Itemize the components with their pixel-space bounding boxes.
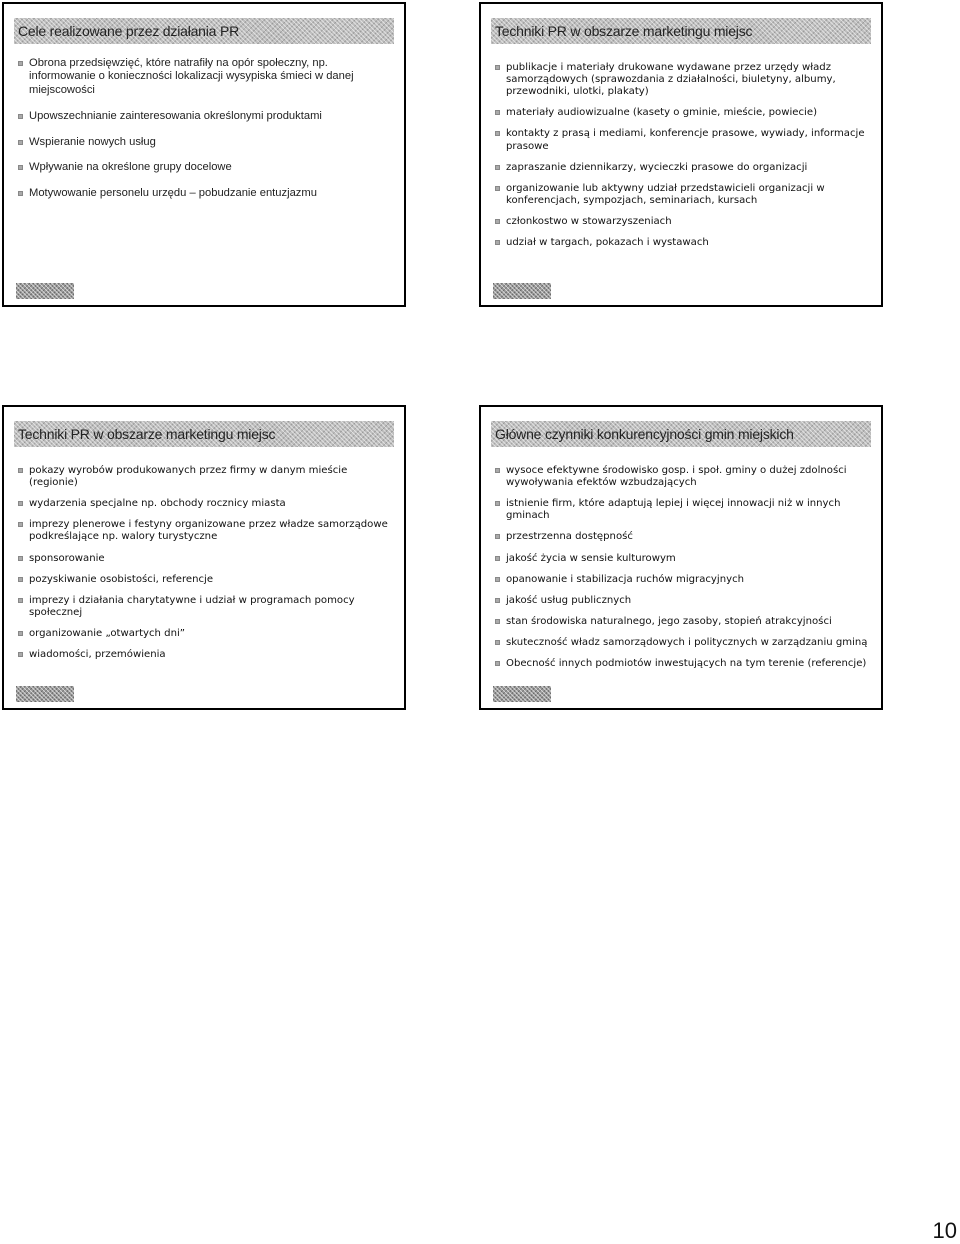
bullet-text: istnienie firm, które adaptują lepiej i więcej innowacji niż w innych gminach	[506, 498, 841, 522]
bullet-item	[495, 616, 871, 628]
bullet-square-icon	[18, 556, 23, 561]
bullet-square-icon	[18, 501, 23, 506]
slide-content	[18, 465, 394, 670]
slide-content	[18, 48, 394, 200]
bullet-item	[18, 187, 394, 200]
bullet-square-icon	[18, 598, 23, 603]
bullet-text: Wspieranie nowych usług	[29, 135, 156, 148]
bullet-text: wiadomości, przemówienia	[29, 649, 166, 661]
bullet-square-icon	[495, 556, 500, 561]
bullet-text: skuteczność władz samorządowych i politycznych w zarządzaniu gminą	[506, 636, 868, 648]
bullet-square-icon	[18, 140, 23, 145]
bullet-item	[495, 658, 871, 670]
bullet-item	[18, 136, 394, 149]
bullet-square-icon	[18, 468, 23, 473]
bullet-item	[495, 637, 871, 649]
bullet-item	[18, 649, 394, 661]
bullet-square-icon	[495, 501, 500, 506]
bullet-item	[495, 574, 871, 586]
slide-footer-logo	[493, 686, 551, 702]
bullet-text: publikacje i materiały drukowane wydawane przez urzędy władz samorządowych (sprawozdania z działalności, biuletyny, albumy, przewodniki, ulotki, plakaty)	[506, 62, 836, 98]
bullet-text: stan środowiska naturalnego, jego zasoby, stopień atrakcyjności	[506, 615, 832, 627]
bullet-square-icon	[495, 240, 500, 245]
bullet-item	[18, 498, 394, 510]
bullet-text: jakość życia w sensie kulturowym	[506, 552, 676, 564]
bullet-text: jakość usług publicznych	[506, 594, 632, 606]
bullet-item	[495, 595, 871, 607]
slide-footer-logo	[16, 283, 74, 299]
bullet-square-icon	[18, 577, 23, 582]
bullet-item	[495, 183, 871, 207]
bullet-square-icon	[495, 65, 500, 70]
bullet-square-icon	[18, 522, 23, 527]
slide-title: Techniki PR w obszarze marketingu miejsc	[495, 23, 753, 39]
bullet-item	[18, 519, 394, 543]
bullet-square-icon	[18, 652, 23, 657]
slide-title: Techniki PR w obszarze marketingu miejsc	[18, 426, 276, 442]
bullet-text: kontakty z prasą i mediami, konferencje prasowe, wywiady, informacje prasowe	[506, 128, 865, 152]
bullet-item	[495, 553, 871, 565]
bullet-text: zapraszanie dziennikarzy, wycieczki prasowe do organizacji	[506, 161, 808, 173]
bullet-square-icon	[495, 219, 500, 224]
bullet-item	[18, 161, 394, 174]
bullet-square-icon	[495, 131, 500, 136]
bullet-square-icon	[18, 631, 23, 636]
bullet-item	[495, 128, 871, 152]
bullet-text: Upowszechnianie zainteresowania określonymi produktami	[29, 110, 322, 123]
bullet-square-icon	[18, 191, 23, 196]
slide-4	[479, 405, 883, 710]
bullet-text: pozyskiwanie osobistości, referencje	[29, 573, 214, 585]
bullet-square-icon	[18, 114, 23, 119]
bullet-text: imprezy plenerowe i festyny organizowane przez władze samorządowe podkreślające np. walory turystyczne	[29, 519, 388, 543]
slide-footer-logo	[493, 283, 551, 299]
slide-title: Cele realizowane przez działania PR	[18, 23, 240, 39]
bullet-square-icon	[495, 165, 500, 170]
bullet-text: Wpływanie na określone grupy docelowe	[29, 161, 232, 174]
bullet-square-icon	[495, 577, 500, 582]
bullet-item	[495, 465, 871, 489]
bullet-text: wysoce efektywne środowisko gosp. i społ. gminy o dużej zdolności wywoływania efektów wzbudzających	[506, 465, 847, 489]
bullet-item	[495, 498, 871, 522]
bullet-text: opanowanie i stabilizacja ruchów migracyjnych	[506, 573, 745, 585]
bullet-text: przestrzenna dostępność	[506, 531, 633, 543]
bullet-square-icon	[495, 640, 500, 645]
bullet-square-icon	[495, 186, 500, 191]
bullet-item	[18, 595, 394, 619]
slide-title-bar	[14, 421, 394, 447]
bullet-square-icon	[495, 619, 500, 624]
bullet-item	[495, 216, 871, 228]
bullet-text: organizowanie „otwartych dni”	[29, 627, 185, 639]
bullet-text: organizowanie lub aktywny udział przedstawicieli organizacji w konferencjach, sympozjach, seminariach, kursach	[506, 182, 825, 206]
bullet-text: wydarzenia specjalne np. obchody rocznicy miasta	[29, 498, 286, 510]
bullet-text: Motywowanie personelu urzędu – pobudzanie entuzjazmu	[29, 186, 317, 199]
slide-1	[2, 2, 406, 307]
bullet-item	[18, 465, 394, 489]
slide-title-bar	[491, 18, 871, 44]
slide-footer-logo	[16, 686, 74, 702]
bullet-text: udział w targach, pokazach i wystawach	[506, 237, 709, 249]
slide-title-bar	[491, 421, 871, 447]
bullet-square-icon	[495, 661, 500, 666]
bullet-square-icon	[495, 110, 500, 115]
bullet-item	[18, 110, 394, 123]
bullet-item	[495, 162, 871, 174]
bullet-square-icon	[495, 468, 500, 473]
bullet-item	[495, 107, 871, 119]
slide-2	[479, 2, 883, 307]
slide-content	[495, 465, 871, 679]
bullet-item	[18, 574, 394, 586]
bullet-text: Obecność innych podmiotów inwestujących na tym terenie (referencje)	[506, 658, 867, 670]
bullet-square-icon	[495, 534, 500, 539]
bullet-item	[18, 553, 394, 565]
slide-3	[2, 405, 406, 710]
bullet-item	[18, 628, 394, 640]
bullet-item	[18, 57, 394, 97]
bullet-square-icon	[495, 598, 500, 603]
bullet-square-icon	[18, 165, 23, 170]
bullet-item	[495, 237, 871, 249]
bullet-text: pokazy wyrobów produkowanych przez firmy w danym mieście (regionie)	[29, 465, 348, 489]
bullet-item	[495, 62, 871, 98]
slide-title-bar	[14, 18, 394, 44]
bullet-square-icon	[18, 61, 23, 66]
bullet-item	[495, 531, 871, 543]
bullet-text: sponsorowanie	[29, 552, 105, 564]
bullet-text: imprezy i działania charytatywne i udział w programach pomocy społecznej	[29, 594, 355, 618]
bullet-text: materiały audiowizualne (kasety o gminie, mieście, powiecie)	[506, 107, 818, 119]
bullet-text: członkostwo w stowarzyszeniach	[506, 215, 672, 227]
page-number: 10	[932, 1218, 957, 1243]
slide-title: Główne czynniki konkurencyjności gmin miejskich	[495, 426, 794, 442]
bullet-text: Obrona przedsięwzięć, które natrafiły na opór społeczny, np. informowanie o konieczności lokalizacji wysypiska śmieci w danej miejscowości	[29, 57, 354, 96]
slide-content	[495, 62, 871, 258]
